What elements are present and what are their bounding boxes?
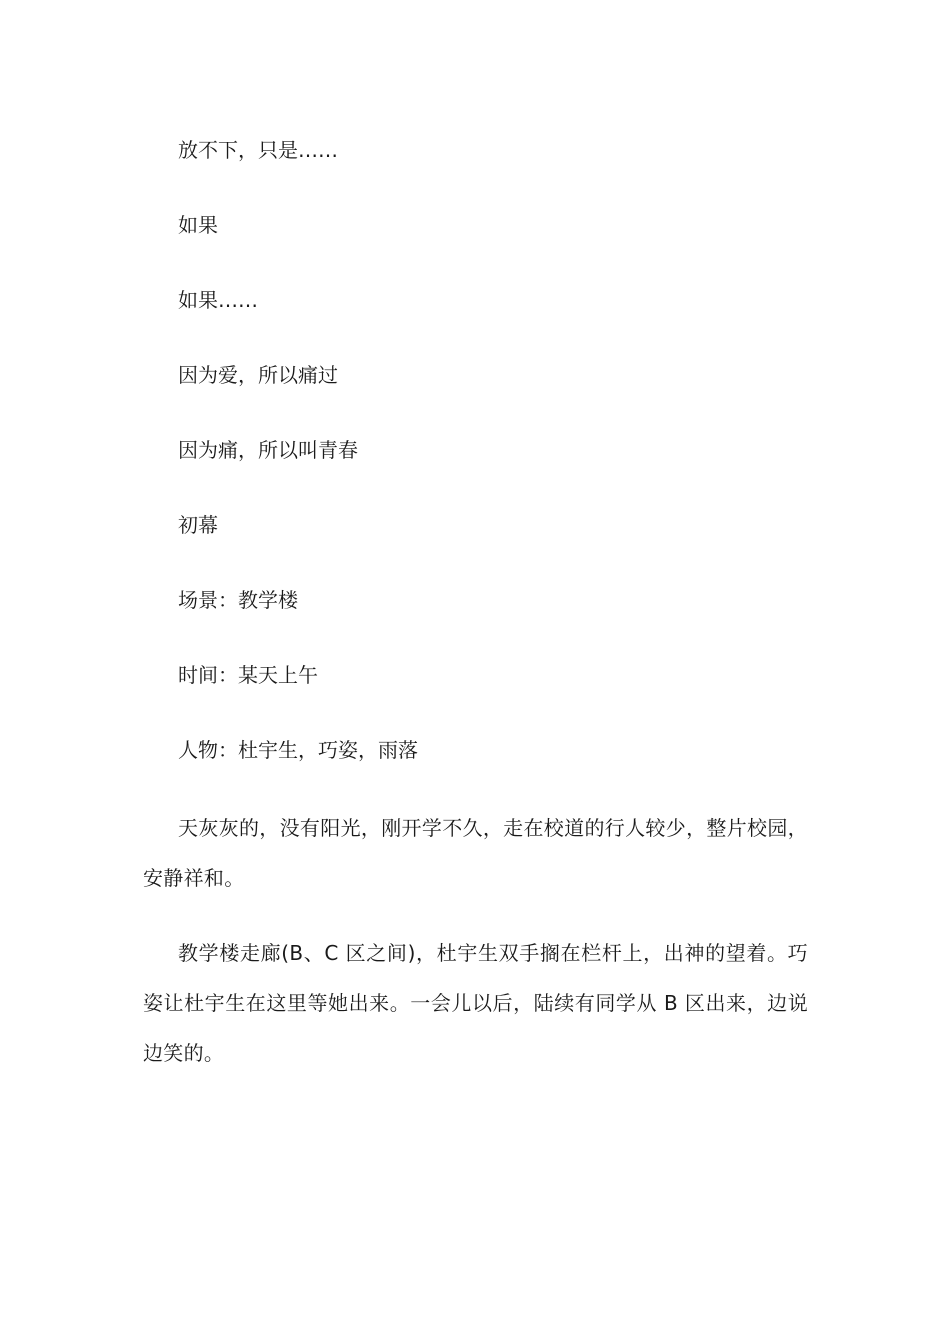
time-line: 时间：某天上午 [178, 663, 318, 687]
text-line: 放不下，只是…… [178, 138, 338, 162]
characters-line: 人物：杜宇生，巧姿，雨落 [178, 738, 418, 762]
paragraph: 教学楼走廊(B、C 区之间)，杜宇生双手搁在栏杆上，出神的望着。巧姿让杜宇生在这里等她出来。一会儿以后，陆续有同学从 B 区出来，边说边笑的。 [143, 941, 808, 1065]
text-line: 如果 [178, 213, 218, 237]
document-body [143, 128, 808, 1103]
scene-line: 场景：教学楼 [178, 588, 298, 612]
text-line: 如果…… [178, 288, 258, 312]
text-line: 因为痛，所以叫青春 [178, 438, 358, 462]
text-line: 因为爱，所以痛过 [178, 363, 338, 387]
section-heading: 初幕 [178, 513, 218, 537]
paragraph: 天灰灰的，没有阳光，刚开学不久，走在校道的行人较少，整片校园，安静祥和。 [143, 816, 808, 890]
